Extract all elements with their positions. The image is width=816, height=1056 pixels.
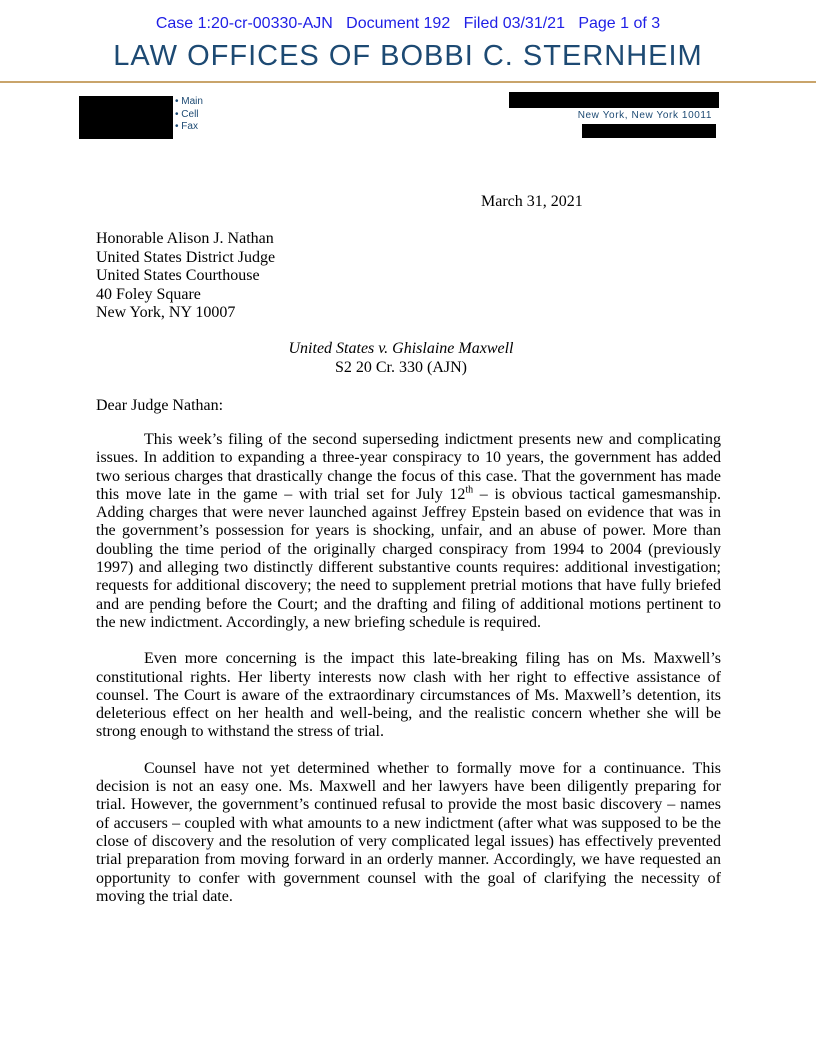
docket-number: S2 20 Cr. 330 (AJN) [334,358,467,376]
ordinal-superscript: th [465,484,474,496]
case-name: United States v. Ghislaine Maxwell [288,340,514,357]
redacted-street-address [79,96,173,139]
case-number: Case 1:20-cr-00330-AJN [155,15,333,32]
letter-body [96,431,721,924]
redacted-address-line [509,92,719,108]
letterhead-divider [0,81,816,83]
redacted-contact-line [582,124,716,138]
contact-cell-label: • Cell [175,109,203,122]
court-filing-stamp [0,15,816,33]
body-paragraph-1: This week’s filing of the second superseding indictment presents new and complicating issues. In addition to expanding a three-year conspiracy to 10 years, the government has added two serious charges that drastically change the focus of this case. That the government has made this move late in the game – with trial set for July 12th – is obvious tactical gamesmanship. Adding charges that were never launched against Jeffrey Epstein based on evidence that was in the government’s possession for years is shocking, unfair, and an abuse of power. More than doubling the time period of the originally charged conspiracy from 1994 to 2004 (previously 1997) and alleging two distinctly different substantive counts requires: additional investigation; requests for additional discovery; the need to supplement pretrial motions that have fully briefed and are pending before the Court; and the drafting and filing of additional motions pertinent to the new indictment. Accordingly, a new briefing schedule is required. [96,431,721,631]
page-indicator: Page 1 of 3 [578,15,661,32]
body-paragraph-2: Even more concerning is the impact this late-breaking filing has on Ms. Maxwell’s constitutional rights. Her liberty interests now clash with her right to effective assistance of counsel. The Court is aware of the extraordinary circumstances of Ms. Maxwell’s detention, its deleterious effect on her health and well-being, and the realistic concern whether she will be strong enough to withstand the stress of trial. [96,650,721,741]
recipient-block [96,230,275,323]
body-paragraph-3: Counsel have not yet determined whether to formally move for a continuance. This decision is not an easy one. Ms. Maxwell and her lawyers have been diligently preparing for trial. However, the government’s continued refusal to provide the most basic discovery – names of accusers – coupled with what amounts to a new indictment (after what was supposed to be the close of discovery and the resolution of very complicated legal issues) has effectively prevented trial preparation from moving forward in an orderly manner. Accordingly, we have requested an opportunity to confer with government counsel with the goal of clarifying the necessity of moving the trial date. [96,759,721,905]
contact-main-label: • Main [175,96,203,109]
document-number: Document 192 [346,15,451,32]
recipient-court: United States Courthouse [96,267,260,284]
recipient-title: United States District Judge [96,248,276,266]
letter-date: March 31, 2021 [481,193,583,210]
recipient-street: 40 Foley Square [96,285,201,303]
case-caption [96,340,706,377]
recipient-name: Honorable Alison J. Nathan [96,230,274,247]
contact-fax-label: • Fax [175,121,203,134]
salutation: Dear Judge Nathan: [96,397,224,414]
firm-name: LAW OFFICES OF BOBBI C. STERNHEIM [113,40,703,72]
contact-labels [175,96,203,134]
filed-date: Filed 03/31/21 [463,15,565,32]
recipient-city: New York, NY 10007 [96,304,236,321]
office-city-address: New York, New York 10011 [577,110,712,121]
